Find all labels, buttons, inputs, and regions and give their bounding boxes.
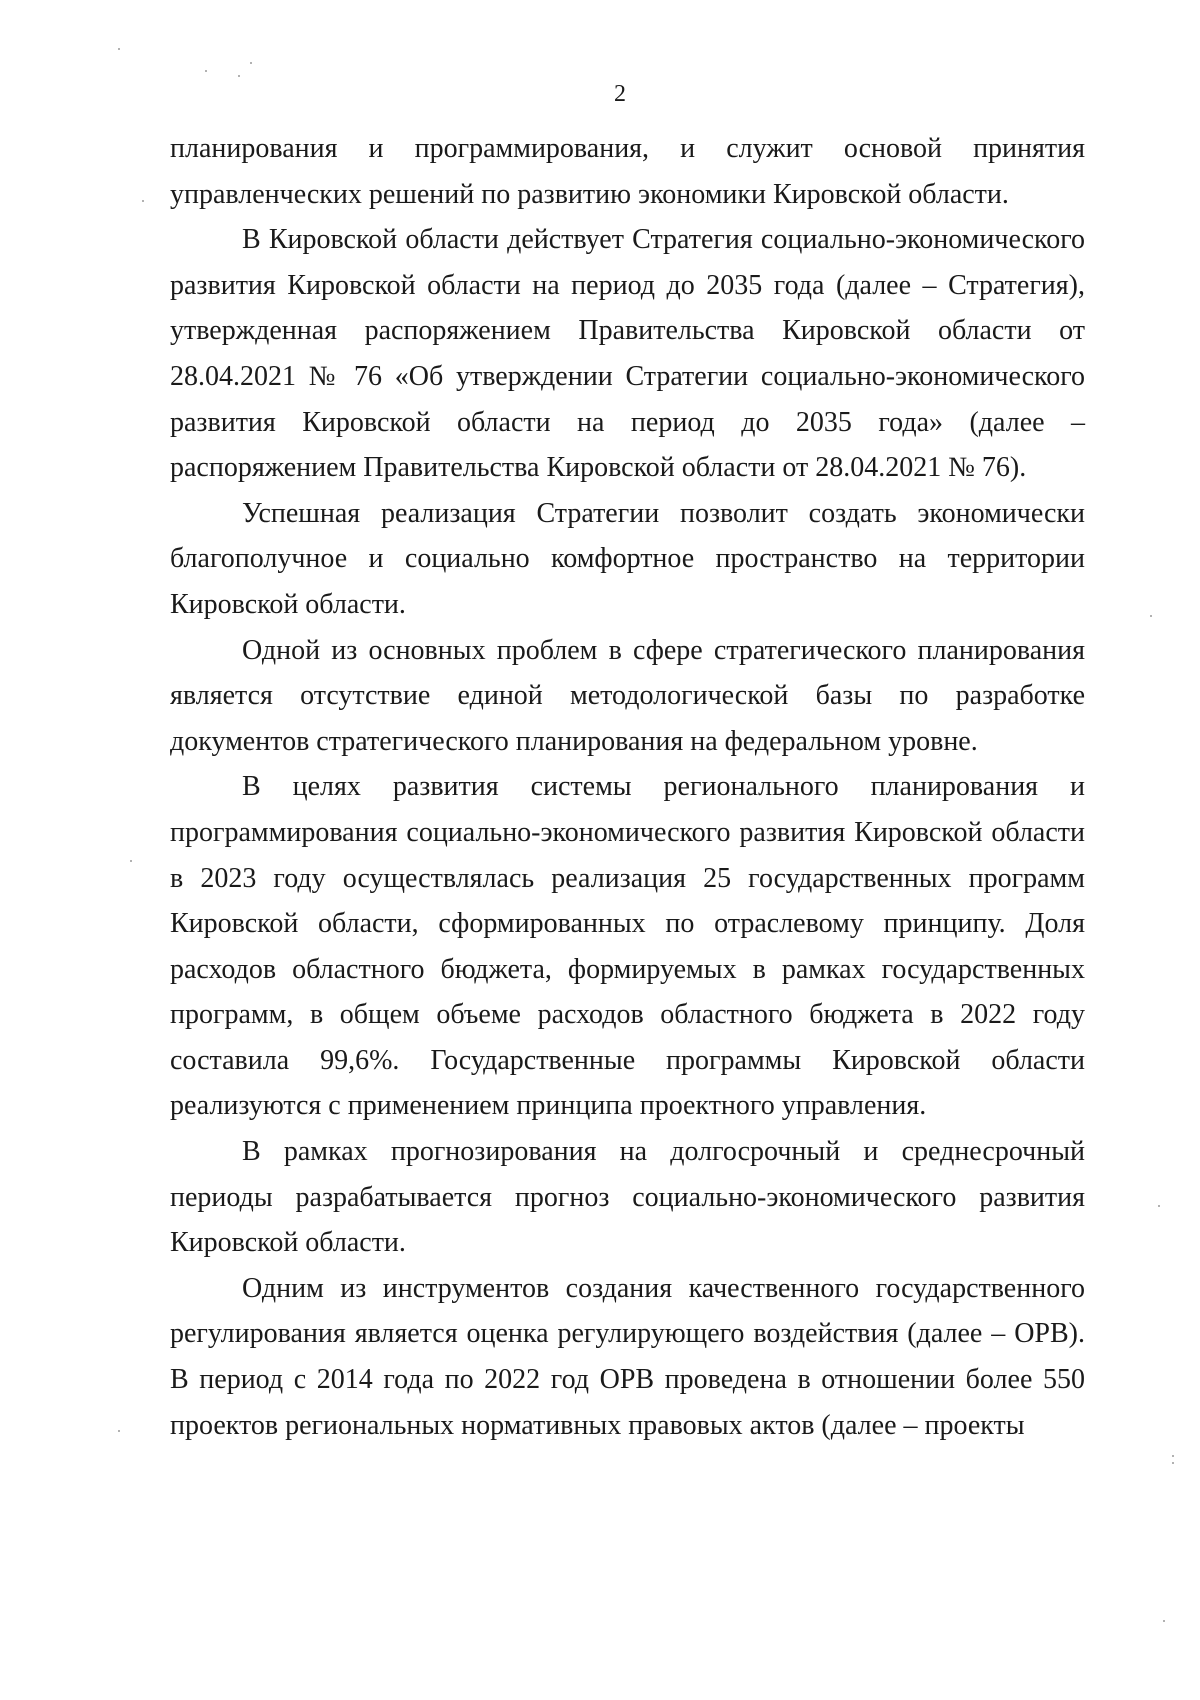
page-number: 2 <box>614 81 626 107</box>
document-body <box>170 126 1085 1448</box>
paragraph: В целях развития системы регионального планирования и программирования социально-экономического развития Кировской области в 2023 году осуществлялась реализация 25 государственных программ Кировской области, сформированных по отраслевому принципу. Доля расходов областного бюджета, формируемых в рамках государственных программ, в общем объеме расходов областного бюджета в 2022 году составила 99,6%. Государственные программы Кировской области реализуются с применением принципа проектного управления. <box>170 771 1085 1122</box>
scan-speck <box>1150 615 1152 617</box>
paragraph: Одним из инструментов создания качественного государственного регулирования является оценка регулирующего воздействия (далее – ОРВ). В период с 2014 года по 2022 год ОРВ проведена в отношении более 550 проектов региональных нормативных правовых актов (далее – проекты <box>170 1272 1085 1441</box>
scan-speck <box>118 1430 120 1432</box>
paragraph: В Кировской области действует Стратегия социально-экономического развития Кировской области на период до 2035 года (далее – Стратегия), утвержденная распоряжением Правительства Кировской области от 28.04.2021 № 76 «Об утверждении Стратегии социально-экономического развития Кировской области на период до 2035 года» (далее – распоряжением Правительства Кировской области от 28.04.2021 № 76). <box>170 224 1085 484</box>
paragraph: Одной из основных проблем в сфере стратегического планирования является отсутствие единой методологической базы по разработке документов стратегического планирования на федеральном уровне. <box>170 634 1085 757</box>
scan-speck <box>250 62 252 64</box>
scan-speck <box>1172 1462 1174 1464</box>
scan-speck <box>118 48 120 50</box>
paragraph: Успешная реализация Стратегии позволит создать экономически благополучное и социально комфортное пространство на территории Кировской области. <box>170 497 1085 620</box>
paragraph: В рамках прогнозирования на долгосрочный и среднесрочный периоды разрабатывается прогноз социально-экономического развития Кировской области. <box>170 1136 1085 1259</box>
paragraph: планирования и программирования, и служит основой принятия управленческих решений по развитию экономики Кировской области. <box>170 133 1085 210</box>
scan-speck <box>130 860 132 862</box>
scan-speck <box>205 70 207 72</box>
scan-speck <box>142 200 144 202</box>
scan-speck <box>238 75 240 77</box>
scan-speck <box>1158 1205 1160 1207</box>
scan-speck <box>1163 1620 1165 1622</box>
scan-speck <box>1172 1455 1174 1457</box>
